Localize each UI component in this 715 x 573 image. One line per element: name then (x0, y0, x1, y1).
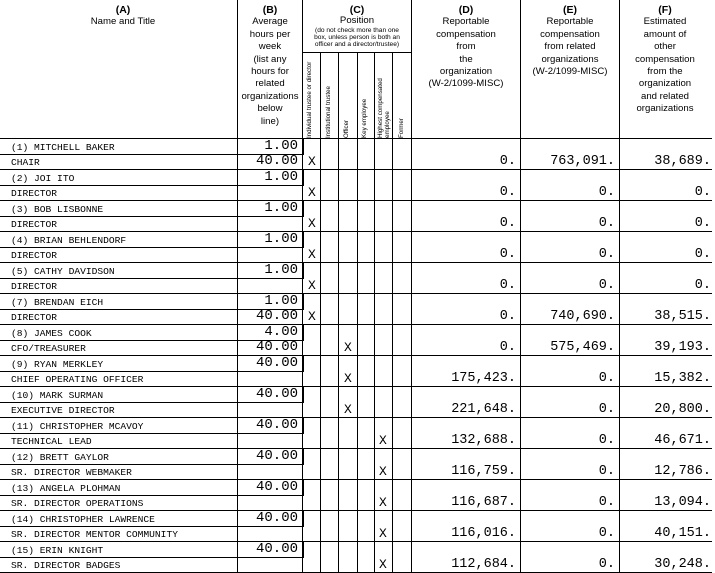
amount-d: 221,648. (451, 402, 516, 417)
hours-top: 1.00 (264, 293, 298, 309)
hours-top: 40.00 (255, 510, 298, 526)
person-title: SR. DIRECTOR OPERATIONS (11, 498, 144, 509)
amount-e: 740,690. (550, 309, 615, 324)
hours-bottom: 40.00 (255, 153, 298, 169)
amount-e: 0. (598, 402, 615, 417)
header-e-line: compensation (540, 28, 600, 40)
person-title: DIRECTOR (11, 250, 58, 261)
amount-f: 15,382. (654, 371, 711, 386)
header-c-vertical: Former (398, 118, 405, 138)
hours-top: 1.00 (264, 262, 298, 278)
header-e (521, 4, 619, 78)
header-d-letter: (D) (458, 4, 474, 16)
header-b-letter: (B) (262, 4, 278, 16)
amount-f: 13,094. (654, 495, 711, 510)
header-d-line: organization (439, 66, 493, 78)
person-name: (9) RYAN MERKLEY (11, 359, 104, 370)
hours-top: 1.00 (264, 231, 298, 247)
position-check-mark: X (379, 433, 387, 448)
amount-e: 0. (598, 247, 615, 262)
header-b-line: below (257, 103, 283, 115)
person-name: (4) BRIAN BEHLENDORF (11, 235, 127, 246)
hours-top: 1.00 (264, 169, 298, 185)
table-row (0, 324, 715, 355)
amount-f: 46,671. (654, 433, 711, 448)
amount-e: 763,091. (550, 154, 615, 169)
amount-d: 0. (499, 340, 516, 355)
person-title: DIRECTOR (11, 312, 58, 323)
person-title: SR. DIRECTOR BADGES (11, 560, 121, 571)
amount-f: 0. (694, 185, 711, 200)
amount-f: 40,151. (654, 526, 711, 541)
header-b-line: hours per (249, 28, 291, 40)
table-row (0, 510, 715, 541)
amount-d: 116,016. (451, 526, 516, 541)
amount-f: 39,193. (654, 340, 711, 355)
header-b-line: hours for (251, 66, 289, 78)
header-d-line: (W-2/1099-MISC) (428, 78, 504, 90)
table-row (0, 386, 715, 417)
header-e-letter: (E) (563, 4, 577, 16)
table-row (0, 262, 715, 293)
amount-d: 112,684. (451, 557, 516, 572)
position-check-mark: X (308, 185, 316, 200)
table-row (0, 448, 715, 479)
header-c-note (303, 27, 411, 49)
hours-top: 1.00 (264, 138, 298, 154)
header-c-line: (do not check more than one (315, 27, 399, 34)
header-e-line: Reportable (546, 16, 594, 28)
position-check-mark: X (344, 402, 352, 417)
amount-f: 20,800. (654, 402, 711, 417)
amount-e: 0. (598, 495, 615, 510)
position-check-mark: X (379, 557, 387, 572)
amount-e: 0. (598, 464, 615, 479)
position-check-mark: X (308, 216, 316, 231)
header-f-line: amount of (643, 28, 687, 40)
amount-e: 0. (598, 185, 615, 200)
header-a (10, 4, 236, 29)
header-b-line: line) (260, 115, 280, 127)
hours-top: 4.00 (264, 324, 298, 340)
amount-e: 575,469. (550, 340, 615, 355)
person-name: (13) ANGELA PLOHMAN (11, 483, 121, 494)
person-title: CHAIR (11, 157, 40, 168)
hours-bottom: 40.00 (255, 308, 298, 324)
amount-d: 116,759. (451, 464, 516, 479)
person-name: (10) MARK SURMAN (11, 390, 104, 401)
hours-top: 40.00 (255, 479, 298, 495)
table-row (0, 200, 715, 231)
header-e-line: organizations (541, 53, 599, 65)
person-name: (15) ERIN KNIGHT (11, 545, 104, 556)
amount-f: 0. (694, 278, 711, 293)
header-f-line: organizations (636, 103, 694, 115)
person-name: (14) CHRISTOPHER LAWRENCE (11, 514, 155, 525)
position-check-mark: X (308, 278, 316, 293)
position-check-mark: X (308, 247, 316, 262)
header-c-divider (302, 52, 411, 53)
position-check-mark: X (308, 154, 316, 169)
person-name: (2) JOI ITO (11, 173, 75, 184)
header-c (303, 4, 411, 26)
person-name: (11) CHRISTOPHER MCAVOY (11, 421, 144, 432)
header-d (412, 4, 520, 91)
person-title: EXECUTIVE DIRECTOR (11, 405, 115, 416)
header-f-letter: (F) (658, 4, 672, 16)
amount-e: 0. (598, 216, 615, 231)
table-row (0, 138, 715, 169)
amount-d: 0. (499, 247, 516, 262)
person-title: DIRECTOR (11, 281, 58, 292)
header-e-line: (W-2/1099-MISC) (532, 66, 608, 78)
person-title: DIRECTOR (11, 219, 58, 230)
person-name: (5) CATHY DAVIDSON (11, 266, 115, 277)
header-d-line: compensation (436, 28, 496, 40)
header-a-letter: (A) (115, 4, 131, 16)
amount-f: 0. (694, 216, 711, 231)
header-c-line: box, unless person is both an (314, 34, 400, 42)
header-d-line: from (456, 41, 476, 53)
header-f-line: compensation (635, 53, 695, 65)
person-name: (1) MITCHELL BAKER (11, 142, 115, 153)
hours-top: 40.00 (255, 355, 298, 371)
position-check-mark: X (344, 340, 352, 355)
header-b (238, 4, 302, 128)
header-b-line: organizations (241, 90, 299, 102)
amount-d: 175,423. (451, 371, 516, 386)
amount-d: 0. (499, 309, 516, 324)
header-f-line: organization (638, 78, 692, 90)
header-b-line: Average (252, 16, 288, 28)
position-check-mark: X (379, 526, 387, 541)
table-row (0, 541, 715, 572)
header-c-vertical: Institutional trustee (325, 86, 332, 138)
amount-d: 132,688. (451, 433, 516, 448)
table-row (0, 169, 715, 200)
header-b-line: related (255, 78, 285, 90)
amount-f: 30,248. (654, 557, 711, 572)
amount-e: 0. (598, 371, 615, 386)
header-e-line: from related (544, 41, 596, 53)
header-c-vertical: Highest compensated (377, 78, 384, 138)
person-name: (3) BOB LISBONNE (11, 204, 104, 215)
amount-e: 0. (598, 526, 615, 541)
amount-f: 38,515. (654, 309, 711, 324)
table-row (0, 293, 715, 324)
amount-e: 0. (598, 557, 615, 572)
person-title: SR. DIRECTOR MENTOR COMMUNITY (11, 529, 178, 540)
amount-d: 0. (499, 216, 516, 231)
amount-f: 38,689. (654, 154, 711, 169)
hours-top: 40.00 (255, 417, 298, 433)
header-b-line: (list any (253, 53, 287, 65)
header-c-line: officer and a director/trustee) (314, 41, 400, 49)
position-check-mark: X (344, 371, 352, 386)
header-f-line: other (654, 41, 676, 53)
position-check-mark: X (379, 495, 387, 510)
person-title: SR. DIRECTOR WEBMAKER (11, 467, 132, 478)
amount-d: 0. (499, 154, 516, 169)
header-f (621, 4, 709, 116)
person-name: (12) BRETT GAYLOR (11, 452, 109, 463)
header-f-line: from the (647, 66, 683, 78)
amount-d: 0. (499, 185, 516, 200)
hours-top: 40.00 (255, 386, 298, 402)
header-f-line: Estimated (643, 16, 687, 28)
amount-d: 0. (499, 278, 516, 293)
header-b-line: week (258, 41, 282, 53)
table-row (0, 355, 715, 386)
header-a-line: Name and Title (90, 16, 156, 28)
table-row (0, 479, 715, 510)
person-title: CFO/TREASURER (11, 343, 86, 354)
header-d-line: the (459, 53, 473, 65)
position-check-mark: X (308, 309, 316, 324)
amount-f: 12,786. (654, 464, 711, 479)
person-name: (7) BRENDAN EICH (11, 297, 104, 308)
amount-d: 116,687. (451, 495, 516, 510)
header-c-vertical: Individual trustee or director (306, 61, 313, 138)
hours-top: 40.00 (255, 541, 298, 557)
header-c-vertical: Officer (343, 119, 350, 138)
header-c-vertical: Key employee (361, 98, 368, 138)
person-title: CHIEF OPERATING OFFICER (11, 374, 144, 385)
header-c-vertical: employee (384, 111, 391, 138)
hours-bottom: 40.00 (255, 339, 298, 355)
header-c-letter: (C) (349, 4, 365, 16)
table-row (0, 231, 715, 262)
position-check-mark: X (379, 464, 387, 479)
header-d-line: Reportable (442, 16, 490, 28)
header-c-title: Position (339, 15, 375, 27)
amount-f: 0. (694, 247, 711, 262)
amount-e: 0. (598, 278, 615, 293)
amount-e: 0. (598, 433, 615, 448)
person-title: DIRECTOR (11, 188, 58, 199)
hours-top: 1.00 (264, 200, 298, 216)
table-row (0, 417, 715, 448)
hours-top: 40.00 (255, 448, 298, 464)
person-name: (8) JAMES COOK (11, 328, 92, 339)
header-f-line: and related (640, 90, 689, 102)
person-title: TECHNICAL LEAD (11, 436, 92, 447)
